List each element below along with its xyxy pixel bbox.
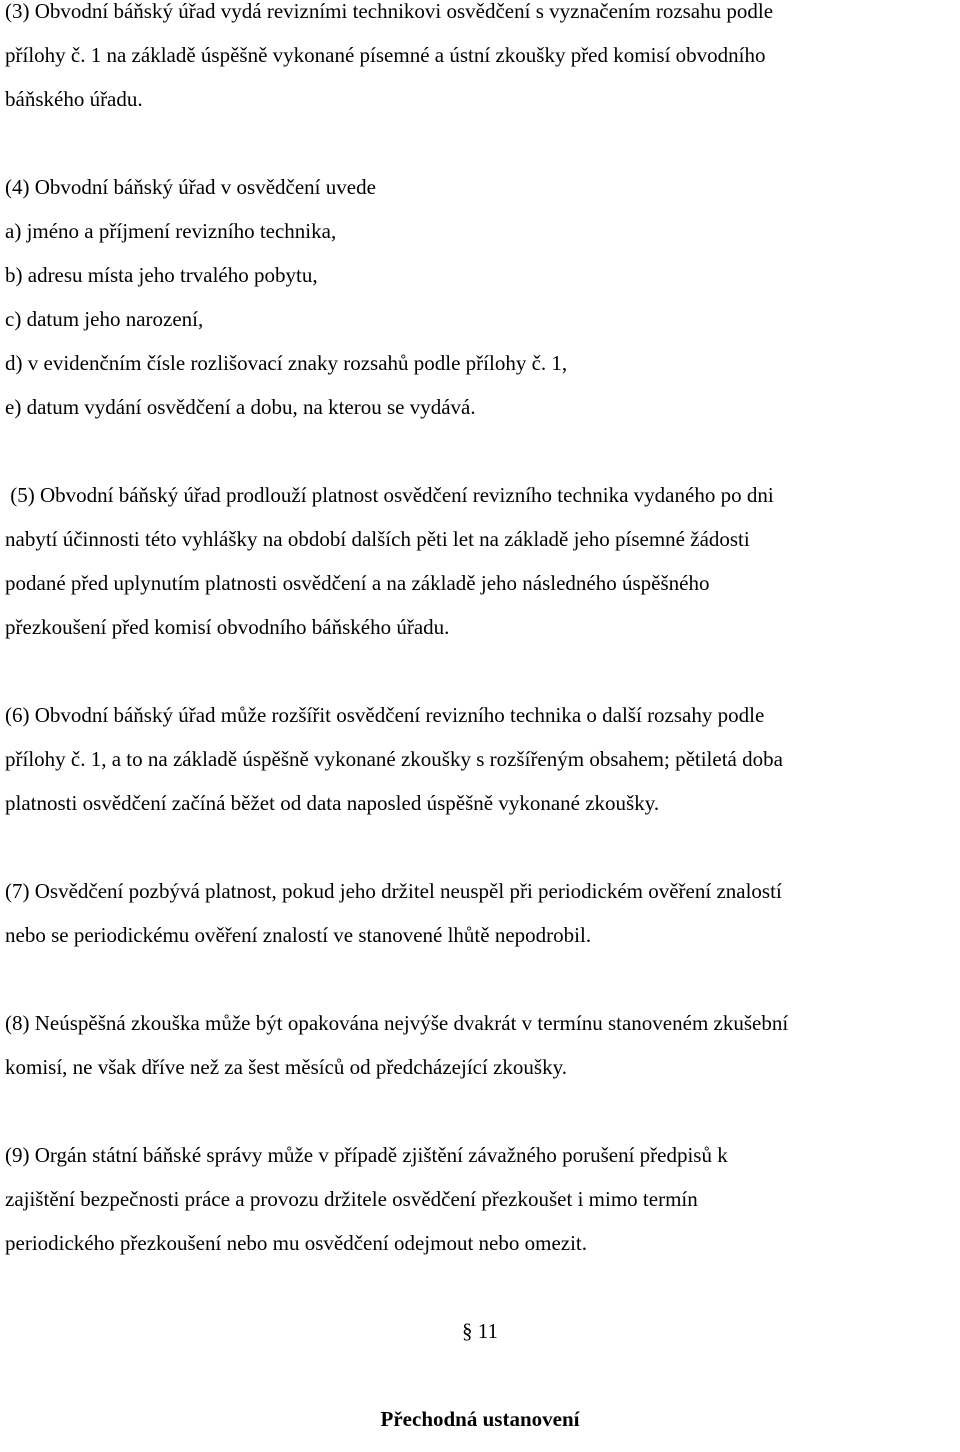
paragraph-gap [5, 836, 955, 880]
document-page [5, 0, 955, 1452]
text-line: báňského úřadu. [5, 87, 143, 111]
text-line: (4) Obvodní báňský úřad v osvědčení uvede [5, 175, 376, 199]
paragraph-8 [5, 1012, 955, 1100]
text-line: nebo se periodickému ověření znalostí ve stanovené lhůtě nepodrobil. [5, 923, 592, 947]
list-item: a) jméno a příjmení revizního technika, [5, 219, 337, 243]
text-line: periodického přezkoušení nebo mu osvědčení odejmout nebo omezit. [5, 1231, 588, 1255]
text-line: (8) Neúspěšná zkouška může být opakována nejvýše dvakrát v termínu stanoveném zkušební [5, 1011, 789, 1035]
paragraph-6 [5, 704, 955, 836]
list-item: c) datum jeho narození, [5, 307, 204, 331]
list-item: b) adresu místa jeho trvalého pobytu, [5, 263, 318, 287]
text-line: podané před uplynutím platnosti osvědčení a na základě jeho následného úspěšného [5, 571, 710, 595]
section-title: Přechodná ustanovení [380, 1407, 580, 1431]
text-line: nabytí účinnosti této vyhlášky na období dalších pěti let na základě jeho písemné žádosti [5, 527, 750, 551]
paragraph-5 [5, 484, 955, 660]
paragraph-gap [5, 132, 955, 176]
text-line: platnosti osvědčení začíná běžet od data naposled úspěšně vykonané zkoušky. [5, 791, 660, 815]
text-line: (3) Obvodní báňský úřad vydá revizními technikovi osvědčení s vyznačením rozsahu podle [5, 0, 774, 23]
paragraph-9 [5, 1144, 955, 1276]
text-line: (9) Orgán státní báňské správy může v případě zjištění závažného porušení předpisů k [5, 1143, 728, 1167]
paragraph-4 [5, 176, 955, 440]
text-line: přílohy č. 1 na základě úspěšně vykonané písemné a ústní zkoušky před komisí obvodního [5, 43, 766, 67]
text-line: (5) Obvodní báňský úřad prodlouží platnost osvědčení revizního technika vydaného po dni [5, 483, 774, 507]
text-line: zajištění bezpečnosti práce a provozu držitele osvědčení přezkoušet i mimo termín [5, 1187, 698, 1211]
list-item: d) v evidenčním čísle rozlišovací znaky rozsahů podle přílohy č. 1, [5, 351, 568, 375]
text-line: komisí, ne však dříve než za šest měsíců od předcházející zkoušky. [5, 1055, 567, 1079]
section-number: § 11 [462, 1319, 498, 1343]
paragraph-3 [5, 0, 955, 132]
list-item: e) datum vydání osvědčení a dobu, na kterou se vydává. [5, 395, 476, 419]
text-line: (7) Osvědčení pozbývá platnost, pokud jeho držitel neuspěl při periodickém ověření znalostí [5, 879, 782, 903]
paragraph-7 [5, 880, 955, 968]
paragraph-gap [5, 440, 955, 484]
paragraph-gap [5, 968, 955, 1012]
paragraph-gap [5, 1100, 955, 1144]
paragraph-gap [5, 1276, 955, 1320]
paragraph-gap [5, 1364, 955, 1408]
text-line: (6) Obvodní báňský úřad může rozšířit osvědčení revizního technika o další rozsahy podle [5, 703, 765, 727]
paragraph-gap [5, 660, 955, 704]
text-line: přezkoušení před komisí obvodního báňského úřadu. [5, 615, 450, 639]
text-line: přílohy č. 1, a to na základě úspěšně vykonané zkoušky s rozšířeným obsahem; pětiletá doba [5, 747, 783, 771]
